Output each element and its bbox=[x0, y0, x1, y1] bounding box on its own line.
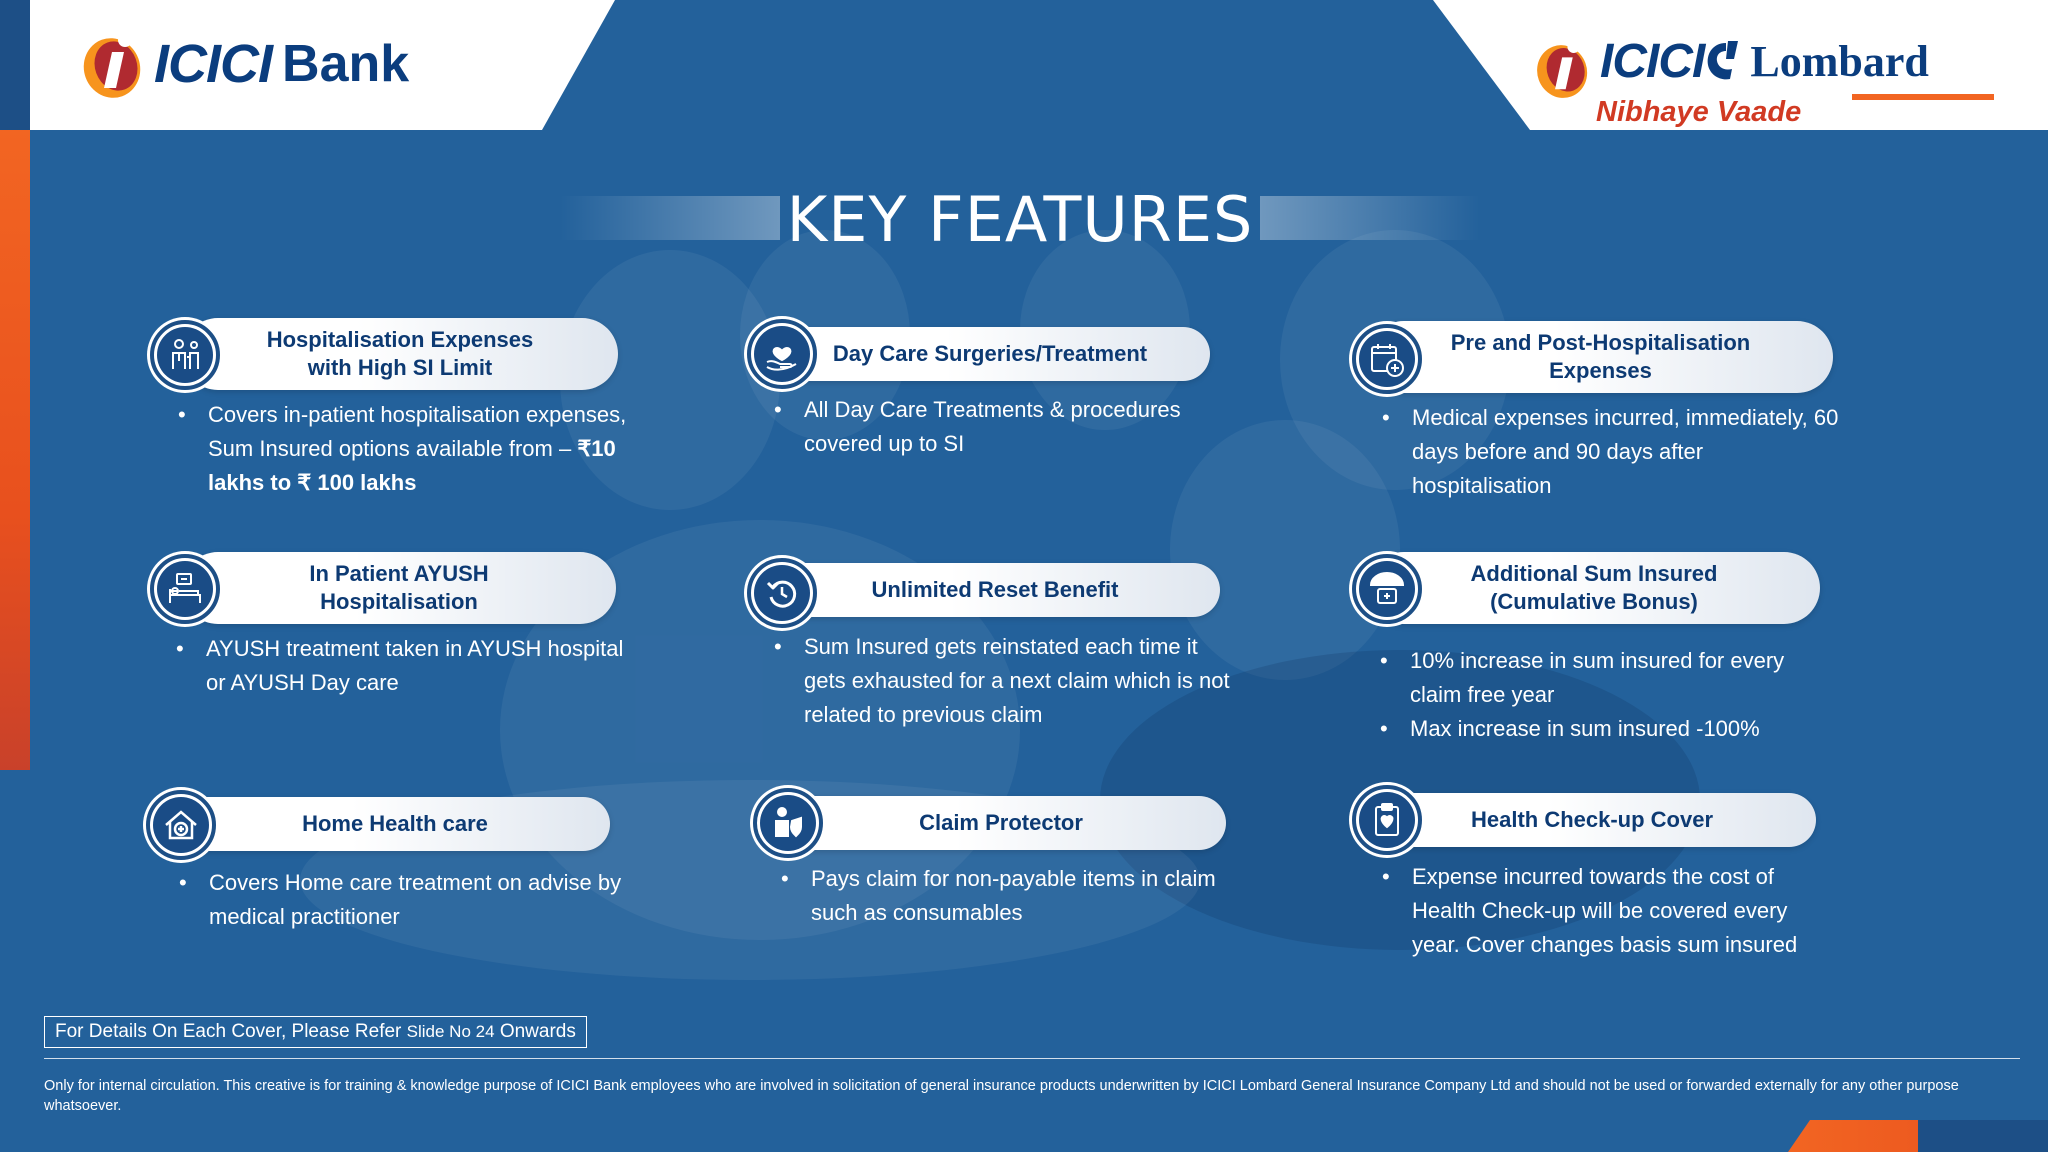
bottom-blue-accent bbox=[1918, 1120, 2048, 1152]
brand-right-name-part1: ICICI bbox=[1600, 34, 1705, 88]
feature-bullets bbox=[774, 393, 1214, 461]
brand-tagline: Nibhaye Vaade bbox=[1596, 96, 1802, 128]
feature-badge bbox=[1352, 785, 1422, 855]
feature-bullets bbox=[176, 632, 636, 700]
feature-title bbox=[776, 796, 1226, 850]
feature-badge bbox=[1352, 324, 1422, 394]
details-reference-note bbox=[44, 1016, 587, 1048]
calendar-plus-icon bbox=[1367, 339, 1407, 379]
feature-bullets bbox=[179, 866, 639, 934]
feature-bullets bbox=[178, 398, 658, 500]
feature-bullets bbox=[781, 862, 1221, 930]
details-text-main: For Details On Each Cover, Please Refer bbox=[55, 1021, 407, 1042]
lombard-swirl-icon bbox=[1704, 39, 1744, 83]
feature-title-line1: Health Check-up Cover bbox=[1470, 807, 1714, 832]
person-shield-icon bbox=[768, 803, 808, 843]
page-title: KEY FEATURES bbox=[786, 183, 1254, 256]
feature-title bbox=[1368, 552, 1820, 624]
brand-right-name-part2: Lombard bbox=[1750, 36, 1929, 86]
feature-bullets bbox=[1380, 644, 1820, 746]
bullet-bold-text: ₹10 lakhs to ₹ 100 lakhs bbox=[208, 436, 616, 495]
feature-badge bbox=[150, 320, 220, 390]
feature-bullets bbox=[1382, 401, 1842, 503]
feature-title-line2: (Cumulative Bonus) bbox=[1490, 589, 1698, 614]
hospital-bed-icon bbox=[165, 569, 205, 609]
footer-divider bbox=[44, 1058, 2020, 1059]
feature-title bbox=[180, 797, 610, 851]
home-plus-icon bbox=[161, 805, 201, 845]
umbrella-kit-icon bbox=[1367, 569, 1407, 609]
feature-badge bbox=[747, 558, 817, 628]
feature-badge bbox=[146, 790, 216, 860]
feature-badge bbox=[1352, 554, 1422, 624]
feature-title bbox=[182, 552, 616, 624]
feature-title-line1: In Patient AYUSH bbox=[309, 561, 489, 586]
title-decor-right bbox=[1260, 196, 1480, 240]
feature-bullets bbox=[774, 630, 1234, 732]
feature-title-line1: Claim Protector bbox=[919, 810, 1083, 835]
tagline-underline bbox=[1852, 94, 1994, 100]
feature-title-line1: Hospitalisation Expenses bbox=[266, 327, 534, 352]
feature-title bbox=[770, 327, 1210, 381]
left-edge-band bbox=[0, 0, 30, 130]
feature-title bbox=[1368, 321, 1833, 393]
feature-title-line1: Pre and Post-Hospitalisation bbox=[1450, 330, 1751, 355]
feature-badge bbox=[747, 319, 817, 389]
feature-bullet: • Max increase in sum insured -100% bbox=[1380, 712, 1820, 746]
feature-bullet: • Covers Home care treatment on advise by medical practitioner bbox=[179, 866, 639, 934]
details-slide-ref: Slide No 24 bbox=[406, 1022, 495, 1041]
icici-lombard-logo bbox=[1532, 20, 1929, 129]
feature-bullet: • Sum Insured gets reinstated each time it gets exhausted for a next claim which is not related to previous claim bbox=[774, 630, 1234, 732]
feature-title-line1: Unlimited Reset Benefit bbox=[871, 577, 1119, 602]
feature-title-line2: Hospitalisation bbox=[320, 589, 478, 614]
clipboard-heart-icon bbox=[1367, 800, 1407, 840]
feature-title-line1: Additional Sum Insured bbox=[1470, 561, 1718, 586]
title-decor-left bbox=[560, 196, 780, 240]
feature-bullet: • Expense incurred towards the cost of Health Check-up will be covered every year. Cover changes basis sum insured bbox=[1382, 860, 1832, 962]
feature-title bbox=[182, 318, 618, 390]
feature-badge bbox=[753, 788, 823, 858]
brand-left-name-part2: Bank bbox=[282, 35, 410, 93]
feature-bullet: • AYUSH treatment taken in AYUSH hospital or AYUSH Day care bbox=[176, 632, 636, 700]
feature-title-line1: Day Care Surgeries/Treatment bbox=[832, 341, 1148, 366]
feature-bullet: • All Day Care Treatments & procedures covered up to SI bbox=[774, 393, 1214, 461]
bullet-text: Covers in-patient hospitalisation expenses, Sum Insured options available from – bbox=[208, 402, 627, 461]
feature-bullet: • Medical expenses incurred, immediately, 60 days before and 90 days after hospitalisation bbox=[1382, 401, 1842, 503]
icici-i-logo-icon bbox=[1532, 34, 1594, 102]
icici-bank-logo bbox=[78, 26, 409, 102]
feature-bullets bbox=[1382, 860, 1832, 962]
feature-title bbox=[1368, 793, 1816, 847]
details-text-end: Onwards bbox=[494, 1021, 576, 1042]
feature-title-line2: Expenses bbox=[1549, 358, 1652, 383]
title-area bbox=[0, 180, 2048, 260]
brand-left-name-part1: ICICI bbox=[154, 34, 273, 94]
feature-bullet bbox=[178, 398, 658, 500]
feature-bullet: • Pays claim for non-payable items in claim such as consumables bbox=[781, 862, 1221, 930]
feature-title-line2: with High SI Limit bbox=[307, 355, 493, 380]
disclaimer-text: Only for internal circulation. This creative is for training & knowledge purpose of ICICI Bank employees who are involved in solicitation of general insurance products underwritten by ICICI Lombard General Insurance Company Ltd and should not be used or forwarded externally for any other purpose whatsoever. bbox=[44, 1078, 1959, 1114]
feature-badge bbox=[150, 554, 220, 624]
care-hand-icon bbox=[762, 334, 802, 374]
doctor-patient-icon bbox=[165, 335, 205, 375]
feature-bullet: • 10% increase in sum insured for every claim free year bbox=[1380, 644, 1820, 712]
reset-arrow-icon bbox=[762, 573, 802, 613]
feature-title bbox=[770, 563, 1220, 617]
feature-title-line1: Home Health care bbox=[302, 811, 488, 836]
icici-i-logo-icon bbox=[78, 26, 148, 102]
